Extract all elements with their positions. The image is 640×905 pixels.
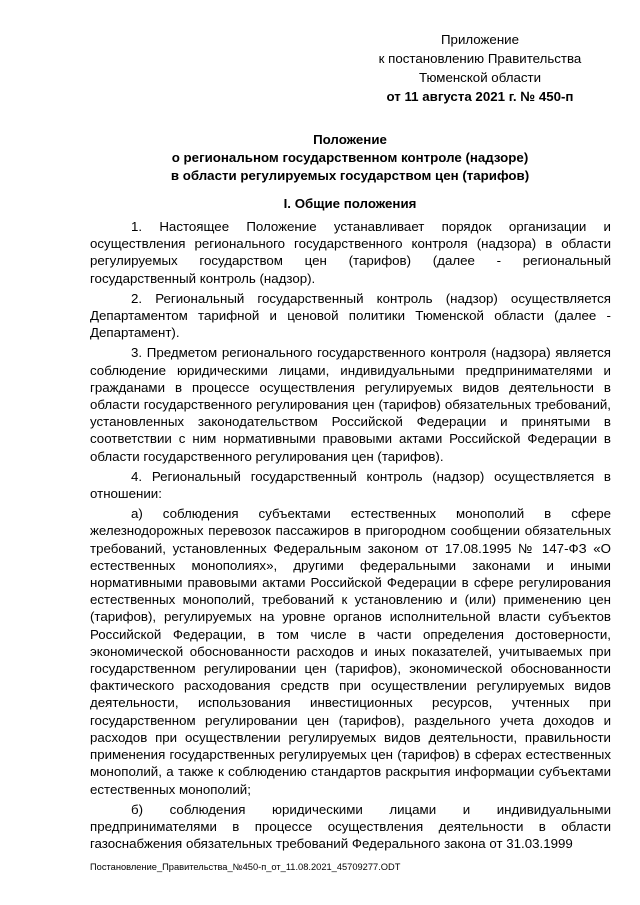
attachment-date-number: от 11 августа 2021 г. № 450-п xyxy=(386,89,574,104)
paragraph-2: 2. Региональный государственный контроль (надзор) осуществляется Департаментом тарифной и ценовой политики Тюменской области (далее - Департамент). xyxy=(90,290,611,341)
document-title xyxy=(90,131,610,185)
footer-filename: Постановление_Правительства_№450-п_от_11.08.2021_45709277.ODT xyxy=(90,862,401,872)
title-line-1: Положение xyxy=(313,132,387,147)
section-heading: I. Общие положения xyxy=(283,196,417,211)
attachment-label: Приложение xyxy=(441,32,519,47)
title-line-2: о региональном государственном контроле (надзоре) xyxy=(171,150,529,165)
attachment-resolution: к постановлению Правительства xyxy=(378,51,582,66)
attachment-block xyxy=(370,30,590,106)
paragraph-3: 3. Предметом регионального государственного контроля (надзора) является соблюдение юридическими лицами, индивидуальными предпринимателями и гражданами в процессе осуществления регулируемых видов деятельности в области государственного регулирования цен (тарифов) обязательных требований, установленных законодательством Российской Федерации и принятыми в соответствии с ним нормативными правовыми актами Российской Федерации в области государственного регулирования цен (тарифов). xyxy=(90,345,611,464)
attachment-region: Тюменской области xyxy=(418,70,542,85)
paragraph-4: 4. Региональный государственный контроль (надзор) осуществляется в отношении: xyxy=(90,468,611,502)
title-line-3: в области регулируемых государством цен (тарифов) xyxy=(170,168,530,183)
paragraph-1: 1. Настоящее Положение устанавливает порядок организации и осуществления регионального государственного контроля (надзора) в области регулируемых государством цен (тарифов) (далее - региональный государственный контроль (надзор). xyxy=(90,219,611,286)
document-body xyxy=(90,218,611,855)
paragraph-4a: а) соблюдения субъектами естественных монополий в сфере железнодорожных перевозок пассажиров в пригородном сообщении обязательных требований, установленных Федеральным законом от 17.08.1995 № 147-ФЗ «О естественных монополиях», другими федеральными законами и иными нормативными правовыми актами Российской Федерации в сфере регулирования естественных монополий, требований к установлению и (или) применению цен (тарифов), регулируемых на уровне органов исполнительной власти субъектов Российской Федерации, в том числе в части определения достоверности, экономической обоснованности расходов и иных показателей, учитываемых при государственном регулировании цен (тарифов), экономической обоснованности фактического расходования средств при осуществлении регулируемых видов деятельности, использования инвестиционных ресурсов, учтенных при государственном регулировании цен (тарифов), раздельного учета доходов и расходов при осуществлении регулируемых видов деятельности, правильности применения государственных регулируемых цен (тарифов) в сферах естественных монополий, а также к соблюдению стандартов раскрытия информации субъектами естественных монополий; xyxy=(90,506,611,797)
paragraph-4b: б) соблюдения юридическими лицами и индивидуальными предпринимателями в процессе осуществления деятельности в области газоснабжения обязательных требований Федерального закона от 31.03.1999 xyxy=(90,801,611,852)
